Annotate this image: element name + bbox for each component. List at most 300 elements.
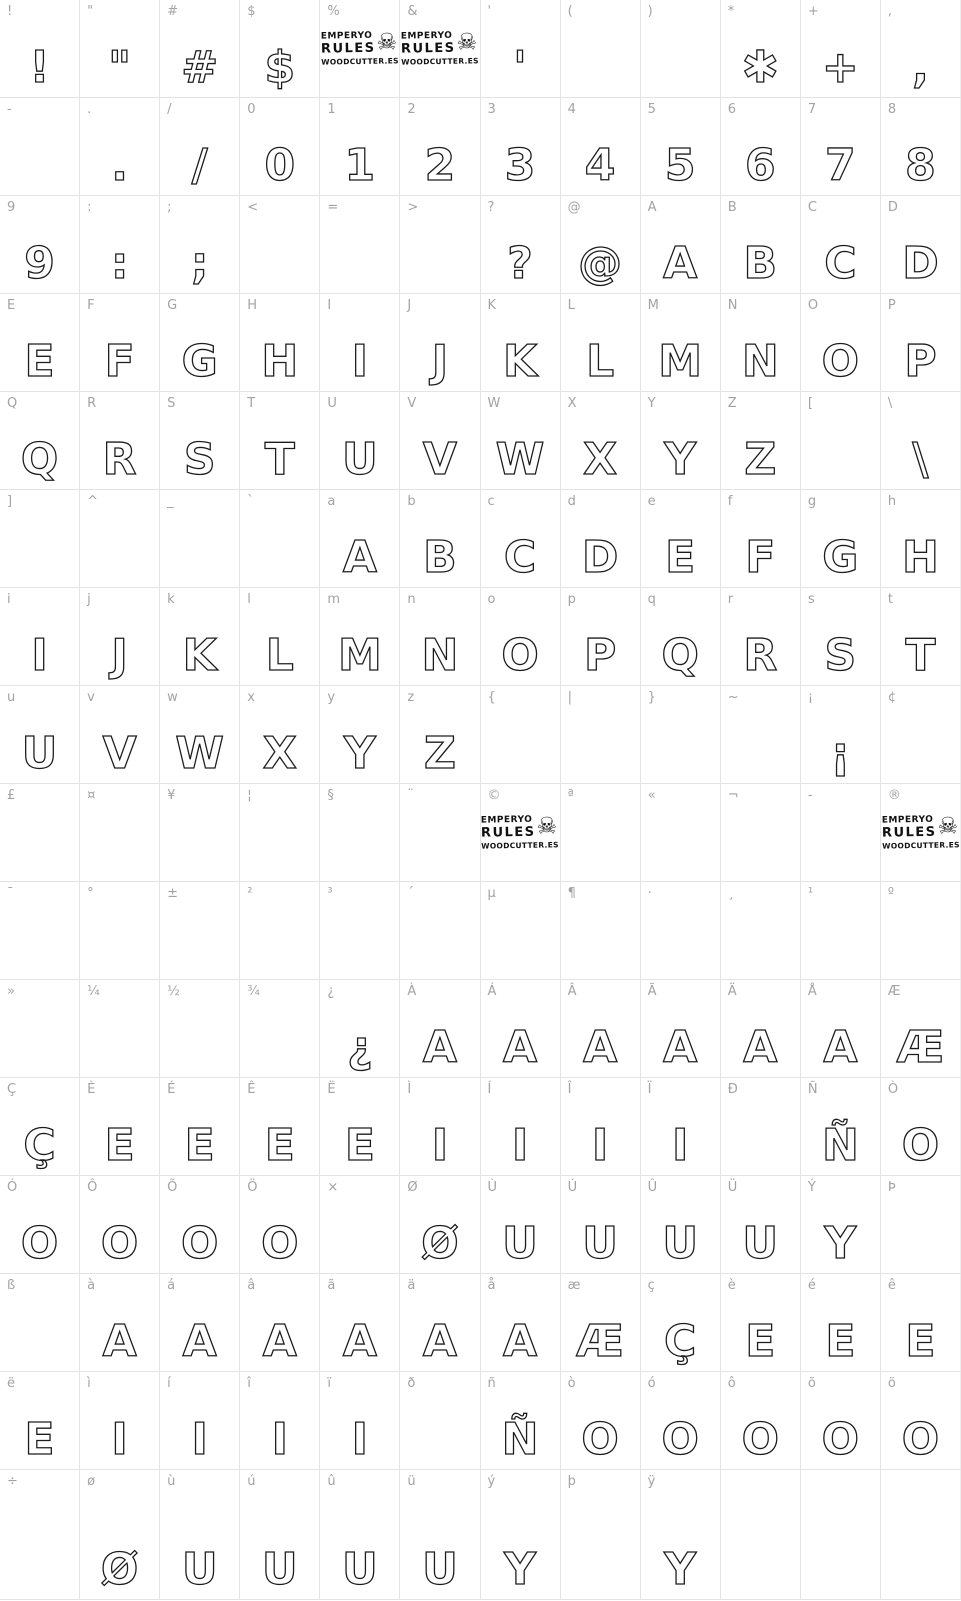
char-cell: [721, 490, 801, 588]
char-code-label: Q: [7, 396, 18, 411]
char-glyph: I: [271, 1414, 288, 1465]
char-code-label: Ù: [487, 1180, 498, 1195]
char-cell: [881, 1372, 961, 1470]
char-glyph: A: [342, 1316, 377, 1367]
char-cell: [0, 1274, 80, 1372]
char-cell: [400, 686, 480, 784]
char-code-label: g: [807, 494, 817, 509]
char-cell: [0, 1470, 80, 1600]
char-cell: [881, 490, 961, 588]
char-glyph: E: [665, 532, 696, 583]
char-glyph: Y: [664, 434, 697, 485]
char-glyph: Y: [664, 1544, 697, 1595]
char-code-label: ð: [407, 1376, 416, 1391]
char-cell: [481, 784, 561, 882]
char-cell: [240, 686, 320, 784]
char-code-label: Ô: [87, 1180, 98, 1195]
char-glyph: D: [581, 532, 619, 583]
char-cell: [160, 1078, 240, 1176]
char-code-label: O: [807, 298, 819, 313]
char-code-label: Ö: [247, 1180, 258, 1195]
char-glyph: A: [663, 238, 698, 289]
char-code-label: Ó: [7, 1180, 18, 1195]
char-cell: [80, 1372, 160, 1470]
char-cell: [80, 1274, 160, 1372]
char-glyph: A: [342, 532, 377, 583]
char-cell: [160, 490, 240, 588]
char-glyph: H: [261, 336, 299, 387]
char-cell: [400, 882, 480, 980]
char-cell: [721, 392, 801, 490]
char-code-label: 9: [7, 200, 16, 215]
char-glyph: ✱: [741, 42, 779, 93]
char-glyph: Ç: [664, 1316, 697, 1367]
char-code-label: n: [407, 592, 416, 607]
char-code-label: ¾: [247, 984, 260, 999]
char-code-label: Ò: [887, 1082, 899, 1097]
char-cell: [801, 1078, 881, 1176]
char-cell: [240, 98, 320, 196]
char-glyph: O: [181, 1218, 219, 1269]
char-glyph: B: [743, 238, 778, 289]
char-code-label: ": [87, 4, 94, 19]
char-code-label: V: [407, 396, 417, 411]
char-code-label: 6: [727, 102, 737, 117]
char-cell: [0, 980, 80, 1078]
char-glyph: $: [264, 42, 296, 93]
char-code-label: e: [647, 494, 656, 509]
char-cell: [801, 1372, 881, 1470]
char-code-label: B: [727, 200, 737, 215]
char-code-label: U: [327, 396, 337, 411]
char-cell: [80, 294, 160, 392]
char-code-label: Ì: [407, 1082, 412, 1097]
char-cell: [80, 1176, 160, 1274]
char-glyph: U: [502, 1218, 538, 1269]
char-code-label: j: [87, 592, 91, 607]
char-code-label: ¦: [247, 788, 252, 803]
char-glyph: A: [823, 1022, 858, 1073]
char-glyph: O: [100, 1218, 139, 1269]
char-cell: [320, 686, 400, 784]
char-glyph: I: [111, 1414, 128, 1465]
char-cell: [240, 784, 320, 882]
char-glyph: Y: [824, 1218, 857, 1269]
char-code-label: K: [487, 298, 497, 313]
char-code-label: Á: [487, 984, 497, 999]
logo-line1: EMPERYO: [480, 814, 533, 826]
char-cell: [561, 98, 641, 196]
char-cell: [240, 1078, 320, 1176]
char-cell: [160, 1176, 240, 1274]
char-cell: [481, 1372, 561, 1470]
grid-row: [0, 882, 961, 980]
char-code-label: <: [247, 200, 259, 215]
char-glyph: ;: [190, 238, 209, 289]
char-code-label: Æ: [887, 984, 901, 999]
char-cell: [721, 1470, 801, 1600]
char-glyph: 7: [825, 140, 856, 191]
char-code-label: ¥: [167, 788, 176, 803]
char-glyph: 1: [344, 140, 376, 191]
grid-row: [0, 588, 961, 686]
char-glyph: O: [741, 1414, 779, 1465]
char-cell: [400, 392, 480, 490]
char-cell: [481, 98, 561, 196]
char-code-label: I: [327, 298, 332, 313]
char-cell: [240, 1470, 320, 1600]
char-cell: [481, 1274, 561, 1372]
char-glyph: I: [351, 336, 369, 387]
char-code-label: ù: [167, 1474, 176, 1489]
char-glyph: J: [431, 336, 449, 387]
char-cell: [881, 686, 961, 784]
logo-line3: WOODCUTTER.ES: [481, 839, 560, 851]
char-code-label: @: [567, 200, 581, 215]
char-glyph: +: [821, 42, 859, 93]
grid-row: [0, 686, 961, 784]
char-cell: [80, 980, 160, 1078]
char-cell: [561, 588, 641, 686]
char-code-label: «: [647, 788, 656, 803]
char-cell: [0, 196, 80, 294]
char-cell: [801, 1274, 881, 1372]
char-cell: [320, 0, 400, 98]
char-glyph: ¿: [347, 1022, 373, 1073]
char-code-label: T: [247, 396, 256, 411]
char-code-label: ¯: [7, 886, 14, 901]
char-glyph: N: [421, 630, 459, 681]
char-code-label: w: [167, 690, 178, 705]
logo-line2: RULES: [481, 824, 536, 841]
char-glyph: T: [264, 434, 295, 485]
char-code-label: p: [567, 592, 576, 607]
char-glyph: E: [344, 1120, 375, 1171]
char-glyph: !: [29, 42, 50, 93]
char-code-label: Õ: [167, 1180, 178, 1195]
char-glyph: K: [502, 336, 538, 387]
char-code-label: v: [87, 690, 95, 705]
char-cell: [801, 392, 881, 490]
char-code-label: ´: [407, 886, 414, 901]
char-code-label: m: [327, 592, 340, 607]
char-cell: [0, 1372, 80, 1470]
char-code-label: £: [7, 788, 16, 803]
char-cell: [881, 98, 961, 196]
char-cell: [481, 392, 561, 490]
char-cell: [160, 1372, 240, 1470]
char-glyph: E: [825, 1316, 856, 1367]
char-cell: [721, 1372, 801, 1470]
char-cell: [801, 980, 881, 1078]
char-cell: [240, 1372, 320, 1470]
char-cell: [240, 1176, 320, 1274]
char-cell: [721, 1274, 801, 1372]
logo-line2: RULES: [320, 40, 376, 57]
char-glyph: Y: [504, 1544, 536, 1595]
char-code-label: î: [247, 1376, 251, 1391]
char-cell: [80, 588, 160, 686]
char-glyph: /: [191, 140, 208, 191]
grid-row: [0, 1470, 961, 1600]
char-code-label: _: [167, 494, 174, 509]
char-cell: [400, 490, 480, 588]
char-cell: [400, 1372, 480, 1470]
char-glyph: 9: [24, 238, 55, 289]
grid-row: [0, 0, 961, 98]
char-glyph: Ø: [421, 1218, 459, 1269]
grid-row: [0, 196, 961, 294]
char-cell: [641, 490, 721, 588]
skull-icon: ☠: [536, 812, 558, 840]
char-glyph: I: [31, 630, 48, 681]
char-code-label: *: [727, 4, 735, 19]
char-cell: [641, 1274, 721, 1372]
char-glyph: ?: [507, 238, 533, 289]
grid-row: [0, 98, 961, 196]
char-glyph: ': [513, 42, 527, 93]
char-glyph: 2: [424, 140, 456, 191]
char-cell: [400, 980, 480, 1078]
char-code-label: É: [167, 1082, 176, 1097]
char-code-label: c: [487, 494, 495, 509]
char-cell: [481, 588, 561, 686]
char-code-label: Â: [567, 984, 577, 999]
char-glyph: I: [431, 1120, 449, 1171]
char-code-label: M: [647, 298, 659, 313]
char-code-label: 2: [407, 102, 416, 117]
char-glyph: M: [337, 630, 382, 681]
char-cell: [240, 392, 320, 490]
char-cell: [160, 686, 240, 784]
char-cell: [240, 0, 320, 98]
font-logo-glyph: [320, 0, 399, 97]
char-code-label: o: [487, 592, 496, 607]
char-code-label: /: [167, 102, 172, 117]
char-cell: [320, 1078, 400, 1176]
char-code-label: Ü: [727, 1180, 738, 1195]
char-code-label: k: [167, 592, 175, 607]
char-cell: [240, 588, 320, 686]
char-code-label: á: [167, 1278, 176, 1293]
char-glyph: K: [182, 630, 217, 681]
char-code-label: ò: [567, 1376, 576, 1391]
char-code-label: 7: [807, 102, 817, 117]
char-glyph: X: [262, 728, 297, 779]
char-glyph: H: [902, 532, 939, 583]
char-code-label: ?: [487, 200, 495, 215]
char-code-label: é: [807, 1278, 816, 1293]
char-code-label: ã: [327, 1278, 336, 1293]
char-code-label: ì: [87, 1376, 91, 1391]
char-glyph: U: [21, 728, 58, 779]
char-cell: [160, 294, 240, 392]
char-code-label: ¶: [567, 886, 576, 901]
char-code-label: =: [327, 200, 339, 215]
char-code-label: ~: [727, 690, 739, 705]
char-glyph: Z: [744, 434, 777, 485]
char-glyph: E: [264, 1120, 295, 1171]
char-code-label: -: [7, 102, 12, 117]
char-code-label: l: [247, 592, 251, 607]
char-glyph: .: [111, 140, 128, 191]
char-code-label: ß: [7, 1278, 16, 1293]
logo-line3: WOODCUTTER.ES: [401, 55, 480, 67]
char-glyph: ,: [912, 42, 929, 93]
char-code-label: +: [807, 4, 819, 19]
char-code-label: ¿: [327, 984, 335, 999]
skull-icon: ☠: [456, 28, 478, 56]
char-code-label: Þ: [887, 1180, 896, 1195]
char-cell: [721, 98, 801, 196]
char-glyph: E: [905, 1316, 936, 1367]
char-cell: [0, 784, 80, 882]
char-cell: [80, 686, 160, 784]
char-code-label: h: [887, 494, 897, 509]
char-code-label: ;: [167, 200, 172, 215]
char-glyph: C: [824, 238, 857, 289]
char-cell: [641, 784, 721, 882]
char-code-label: Í: [487, 1082, 492, 1097]
char-cell: [160, 98, 240, 196]
char-code-label: ®: [887, 788, 901, 803]
char-glyph: C: [503, 532, 537, 583]
logo-line3: WOODCUTTER.ES: [321, 55, 399, 67]
char-glyph: L: [265, 630, 294, 681]
char-cell: [400, 196, 480, 294]
char-code-label: r: [727, 592, 734, 607]
char-code-label: »: [7, 984, 15, 999]
char-code-label: Ç: [7, 1082, 17, 1097]
char-code-label: ü: [407, 1474, 416, 1489]
char-code-label: D: [887, 200, 898, 215]
char-code-label: X: [567, 396, 577, 411]
char-cell: [400, 588, 480, 686]
char-cell: [481, 0, 561, 98]
char-cell: [721, 1176, 801, 1274]
char-code-label: `: [247, 494, 254, 509]
char-cell: [561, 784, 641, 882]
char-cell: [320, 882, 400, 980]
char-code-label: $: [247, 4, 256, 19]
char-cell: [801, 686, 881, 784]
char-code-label: ¸: [727, 886, 735, 901]
char-glyph: X: [583, 434, 618, 485]
char-code-label: :: [87, 200, 92, 215]
char-glyph: Q: [20, 434, 59, 485]
char-code-label: d: [567, 494, 576, 509]
char-code-label: J: [407, 298, 412, 313]
char-glyph: ¡: [830, 728, 851, 779]
char-glyph: I: [351, 1414, 369, 1465]
char-cell: [641, 882, 721, 980]
char-cell: [561, 1372, 641, 1470]
char-cell: [561, 686, 641, 784]
char-code-label: z: [407, 690, 415, 705]
char-glyph: I: [672, 1120, 689, 1171]
char-glyph: I: [591, 1120, 609, 1171]
char-cell: [721, 588, 801, 686]
char-cell: [561, 0, 641, 98]
char-cell: [721, 980, 801, 1078]
char-cell: [641, 980, 721, 1078]
char-code-label: ¢: [887, 690, 897, 705]
char-code-label: L: [567, 298, 575, 313]
char-glyph: O: [20, 1218, 59, 1269]
char-code-label: t: [887, 592, 894, 607]
char-glyph: Æ: [896, 1022, 945, 1073]
char-cell: [801, 882, 881, 980]
grid-row: [0, 490, 961, 588]
char-cell: [881, 980, 961, 1078]
char-glyph: O: [661, 1414, 699, 1465]
font-logo-glyph: [481, 784, 560, 881]
char-cell: [641, 98, 721, 196]
char-code-label: À: [407, 984, 417, 999]
char-code-label: Ð: [727, 1082, 738, 1097]
char-glyph: A: [663, 1022, 698, 1073]
char-glyph: E: [104, 1120, 135, 1171]
char-code-label: Ý: [807, 1180, 816, 1195]
char-cell: [561, 490, 641, 588]
char-code-label: Y: [647, 396, 656, 411]
char-code-label: 5: [647, 102, 656, 117]
char-glyph: F: [745, 532, 776, 583]
char-code-label: Ë: [327, 1082, 336, 1097]
char-cell: [481, 1078, 561, 1176]
char-glyph: O: [901, 1120, 940, 1171]
char-cell: [801, 0, 881, 98]
char-code-label: ×: [327, 1180, 339, 1195]
char-code-label: {: [487, 690, 496, 705]
char-cell: [801, 196, 881, 294]
grid-row: [0, 1274, 961, 1372]
char-code-label: ': [487, 4, 492, 19]
char-code-label: a: [327, 494, 336, 509]
grid-row: [0, 294, 961, 392]
char-code-label: ¨: [407, 788, 414, 803]
char-code-label: ½: [167, 984, 180, 999]
char-glyph: O: [821, 1414, 860, 1465]
logo-line3: WOODCUTTER.ES: [881, 839, 960, 851]
char-glyph: A: [262, 1316, 297, 1367]
char-cell: [0, 588, 80, 686]
char-cell: [721, 294, 801, 392]
char-cell: [400, 784, 480, 882]
char-cell: [641, 1078, 721, 1176]
char-cell: [801, 294, 881, 392]
char-code-label: ø: [87, 1474, 96, 1489]
char-code-label: õ: [807, 1376, 816, 1391]
char-code-label: Û: [647, 1180, 658, 1195]
char-code-label: E: [7, 298, 16, 313]
char-glyph: V: [102, 728, 137, 779]
char-glyph: G: [181, 336, 218, 387]
char-cell: [160, 980, 240, 1078]
char-cell: [80, 1470, 160, 1600]
char-glyph: A: [583, 1022, 618, 1073]
char-glyph: U: [662, 1218, 699, 1269]
char-code-label: ñ: [487, 1376, 496, 1391]
char-code-label: º: [887, 886, 895, 901]
font-logo-glyph: [400, 0, 479, 97]
char-cell: [881, 1078, 961, 1176]
char-code-label: 1: [327, 102, 336, 117]
char-glyph: A: [182, 1316, 217, 1367]
char-cell: [240, 196, 320, 294]
char-glyph: J: [111, 630, 128, 681]
char-glyph: G: [822, 532, 859, 583]
